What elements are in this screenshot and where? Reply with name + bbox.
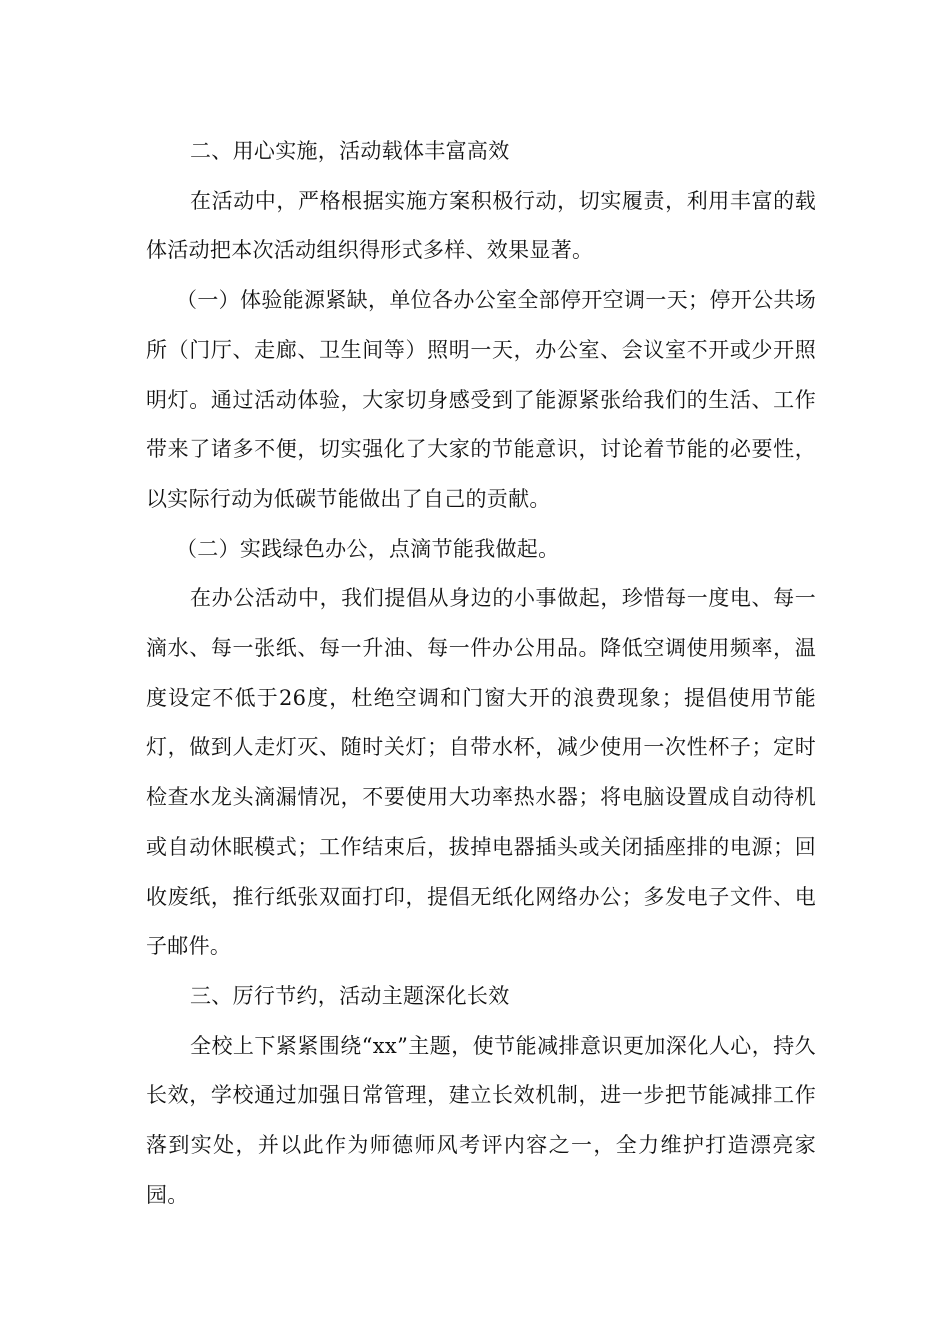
section-heading-2: 二、用心实施，活动载体丰富高效 (190, 139, 510, 163)
body-paragraph: 在活动中，严格根据实施方案积极行动，切实履责，利用丰富的载体活动把本次活动组织得形式多样、效果显著。 (146, 188, 816, 263)
subsection-heading-2: （二）实践绿色办公，点滴节能我做起。 (176, 536, 560, 561)
subsection-paragraph-1: （一）体验能源紧缺，单位各办公室全部停开空调一天；停开公共场所（门厅、走廊、卫生间等）照明一天，办公室、会议室不开或少开照明灯。通过活动体验，大家切身感受到了能源紧张给我们的生活、工作带来了诸多不便，切实强化了大家的节能意识，讨论着节能的必要性，以实际行动为低碳节能做出了自己的贡献。 (146, 288, 816, 511)
body-paragraph: 在办公活动中，我们提倡从身边的小事做起，珍惜每一度电、每一滴水、每一张纸、每一升油、每一件办公用品。降低空调使用频率，温度设定不低于26度，杜绝空调和门窗大开的浪费现象；提倡使用节能灯，做到人走灯灭、随时关灯；自带水杯，减少使用一次性杯子；定时检查水龙头滴漏情况，不要使用大功率热水器；将电脑设置成自动待机或自动休眠模式；工作结束后，拔掉电器插头或关闭插座排的电源；回收废纸，推行纸张双面打印，提倡无纸化网络办公；多发电子文件、电子邮件。 (146, 586, 816, 959)
document-body (146, 127, 816, 1220)
body-paragraph: 全校上下紧紧围绕“xx”主题，使节能减排意识更加深化人心，持久长效，学校通过加强日常管理，建立长效机制，进一步把节能减排工作落到实处，并以此作为师德师风考评内容之一，全力维护打造漂亮家园。 (146, 1033, 816, 1207)
section-heading-3: 三、厉行节约，活动主题深化长效 (190, 983, 510, 1008)
